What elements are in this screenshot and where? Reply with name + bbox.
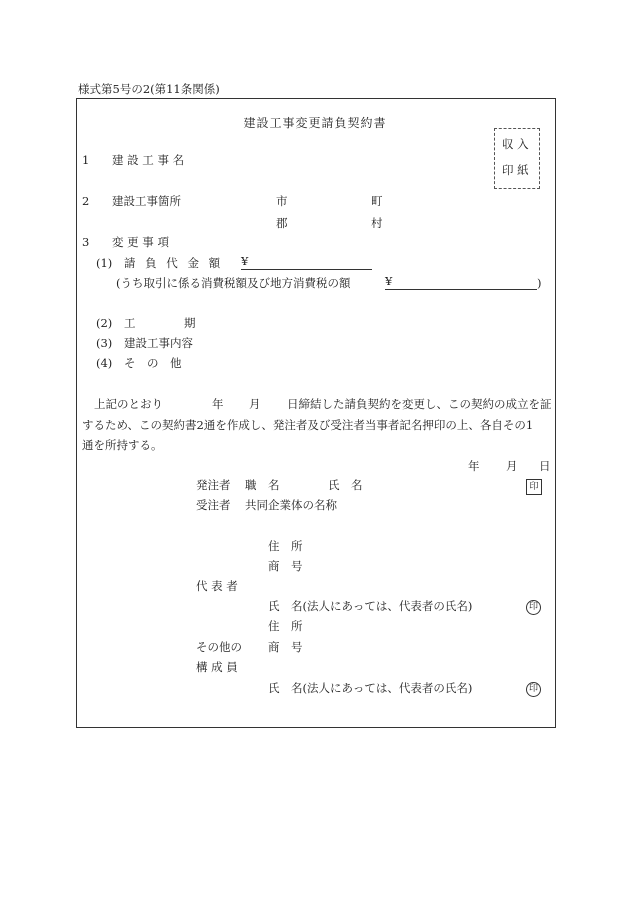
- orderer-seal-mark: 印: [526, 479, 542, 495]
- paragraph-line1-month: 月: [249, 397, 261, 411]
- stamp-label-line2: 印 紙: [502, 163, 529, 177]
- item1-label: 建 設 工 事 名: [112, 153, 185, 167]
- document-title: 建設工事変更請負契約書: [243, 116, 387, 130]
- paragraph-line1-a: 上記のとおり: [94, 397, 163, 411]
- district-label: 郡: [276, 216, 288, 230]
- item3-number: 3: [82, 235, 90, 249]
- sub3-number: (3): [96, 336, 113, 350]
- form-caption: 様式第5号の2(第11条関係): [78, 82, 220, 96]
- other-name-label: 氏 名(法人にあっては、代表者の氏名): [268, 681, 473, 695]
- date-year: 年: [468, 459, 480, 473]
- contract-frame: [76, 98, 556, 728]
- orderer-title-label: 職 名: [245, 478, 280, 492]
- rep-trade-name-label: 商 号: [268, 559, 303, 573]
- other-members-label1: その他の: [196, 640, 242, 654]
- paragraph-line2: するため、この契約書2通を作成し、発注者及び受注者当事者記名押印の上、各自その1: [82, 418, 534, 432]
- contract-amount-yen: ¥: [241, 254, 249, 268]
- revenue-stamp-box: [494, 128, 540, 189]
- rep-seal-mark: 印: [526, 600, 541, 615]
- sub4-number: (4): [96, 356, 113, 370]
- contract-amount-line: [241, 269, 372, 270]
- city-label: 市: [276, 194, 288, 208]
- representative-label: 代 表 者: [196, 579, 238, 593]
- other-address-label: 住 所: [268, 619, 303, 633]
- sub1-number: (1): [96, 256, 113, 270]
- village-label: 村: [371, 216, 383, 230]
- contractor-label: 受注者: [196, 498, 231, 512]
- orderer-label: 発注者: [196, 478, 231, 492]
- paragraph-line1-year: 年: [212, 397, 224, 411]
- date-day: 日: [539, 459, 551, 473]
- sub4-label: そ の 他: [124, 356, 182, 370]
- other-members-label2: 構 成 員: [196, 660, 238, 674]
- sub2-number: (2): [96, 316, 113, 330]
- rep-name-label: 氏 名(法人にあっては、代表者の氏名): [268, 599, 473, 613]
- rep-address-label: 住 所: [268, 539, 303, 553]
- tax-amount-line: [385, 289, 537, 290]
- jv-name-label: 共同企業体の名称: [245, 498, 337, 512]
- other-seal-mark: 印: [526, 682, 541, 697]
- other-trade-name-label: 商 号: [268, 640, 303, 654]
- paragraph-line1-b: 日締結した請負契約を変更し、この契約の成立を証: [287, 397, 552, 411]
- item3-label: 変 更 事 項: [112, 235, 169, 249]
- sub1-label: 請 負 代 金 額: [124, 256, 224, 270]
- sub2-label: 工: [124, 316, 136, 330]
- item2-number: 2: [82, 194, 90, 208]
- paragraph-line3: 通を所持する。: [82, 438, 163, 452]
- item2-label: 建設工事箇所: [112, 194, 181, 208]
- orderer-name-label: 氏 名: [328, 478, 363, 492]
- tax-amount-yen: ¥: [385, 274, 393, 288]
- item1-number: 1: [82, 153, 90, 167]
- town-label: 町: [371, 194, 383, 208]
- sub2-label2: 期: [184, 316, 196, 330]
- stamp-label-line1: 収 入: [502, 137, 529, 151]
- tax-label: (うち取引に係る消費税額及び地方消費税の額: [116, 276, 351, 290]
- tax-close-paren: ): [537, 276, 542, 290]
- sub3-label: 建設工事内容: [124, 336, 193, 350]
- date-month: 月: [506, 459, 518, 473]
